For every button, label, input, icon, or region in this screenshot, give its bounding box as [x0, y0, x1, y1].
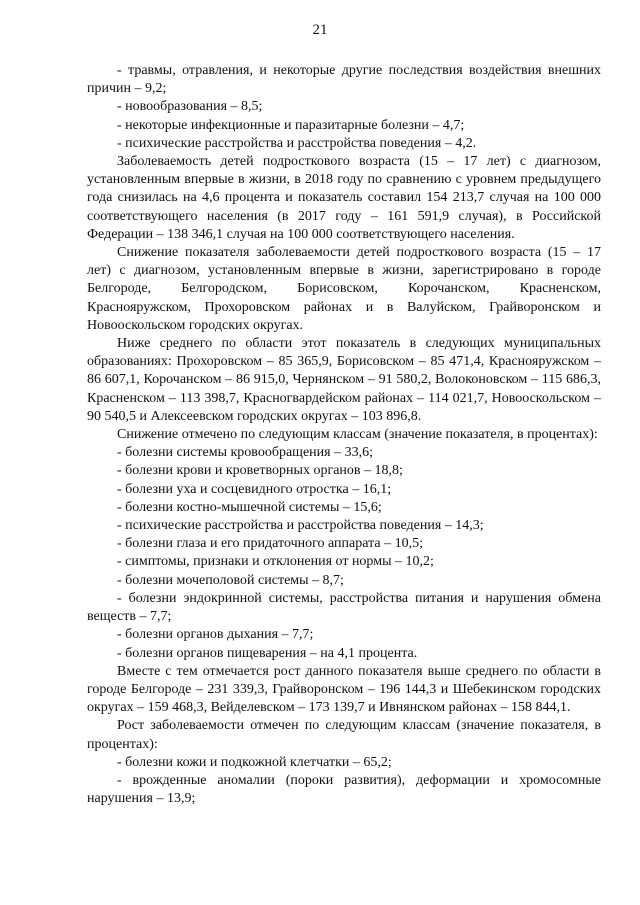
paragraph: Ниже среднего по области этот показатель в следующих муниципальных образованиях: Прохоровском – 85 365,9, Борисовском – 85 471,4, Краснояружском – 86 607,1, Корочанском – 86 915,0, Чернянском – 91 580,2, Волоконовском – 115 686,3, Красненском – 113 398,7, Красногвардейском районах – 114 021,7, Новооскольском – 90 540,5 и Алексеевском городских округах – 103 896,8.: [87, 336, 601, 424]
list-item: - некоторые инфекционные и паразитарные болезни – 4,7;: [117, 117, 465, 133]
list-item: - психические расстройства и расстройства поведения – 4,2.: [117, 135, 477, 151]
list-item: - болезни кожи и подкожной клетчатки – 65,2;: [117, 754, 392, 770]
list-item: - болезни уха и сосцевидного отростка – 16,1;: [117, 481, 392, 497]
list-item: - врожденные аномалии (пороки развития), деформации и хромосомные нарушения – 13,9;: [87, 772, 601, 807]
list-item: - болезни органов дыхания – 7,7;: [117, 627, 314, 643]
list-item: - болезни костно-мышечной системы – 15,6;: [117, 499, 382, 515]
paragraph: Снижение показателя заболеваемости детей подросткового возраста (15 – 17 лет) с диагнозом, установленным впервые в жизни, зарегистрировано в городе Белгороде, Белгородском, Борисовском, Корочанском, Красненском, Краснояружском, Прохоровском районах и в Валуйском, Грайворонском и Новооскольском городских округах.: [87, 245, 601, 333]
list-item: - психические расстройства и расстройства поведения – 14,3;: [117, 518, 484, 534]
list-item: - болезни глаза и его придаточного аппарата – 10,5;: [117, 536, 423, 552]
list-item: - болезни системы кровообращения – 33,6;: [117, 445, 373, 461]
page-number: 21: [312, 22, 328, 38]
paragraph: Снижение отмечено по следующим классам (значение показателя, в процентах):: [117, 427, 598, 443]
list-item: - симптомы, признаки и отклонения от нормы – 10,2;: [117, 554, 434, 570]
paragraph: Вместе с тем отмечается рост данного показателя выше среднего по области в городе Белгороде – 231 339,3, Грайворонском – 196 144,3 и Шебекинском городских округах – 159 468,3, Вейделевском – 173 139,7 и Ивнянском районах – 158 844,1.: [87, 663, 601, 716]
list-item: - новообразования – 8,5;: [117, 99, 263, 115]
list-item: - болезни органов пищеварения – на 4,1 процента.: [117, 645, 418, 661]
list-item: - травмы, отравления, и некоторые другие последствия воздействия внешних причин – 9,2;: [87, 63, 601, 97]
list-item: - болезни мочеполовой системы – 8,7;: [117, 572, 344, 588]
list-item: - болезни эндокринной системы, расстройства питания и нарушения обмена веществ – 7,7;: [87, 590, 601, 625]
paragraph: Заболеваемость детей подросткового возраста (15 – 17 лет) с диагнозом, установленным впервые в жизни, в 2018 году по сравнению с уровнем предыдущего года снизилась на 4,6 процента и показатель составил 154 213,7 случая на 100 000 соответствующего населения (в 2017 году – 161 591,9 случая), в Российской Федерации – 138 346,1 случая на 100 000 соответствующего населения.: [87, 154, 601, 242]
paragraph: Рост заболеваемости отмечен по следующим классам (значение показателя, в процентах):: [87, 718, 601, 752]
body-text: [87, 62, 601, 808]
list-item: - болезни крови и кроветворных органов – 18,8;: [117, 463, 403, 479]
